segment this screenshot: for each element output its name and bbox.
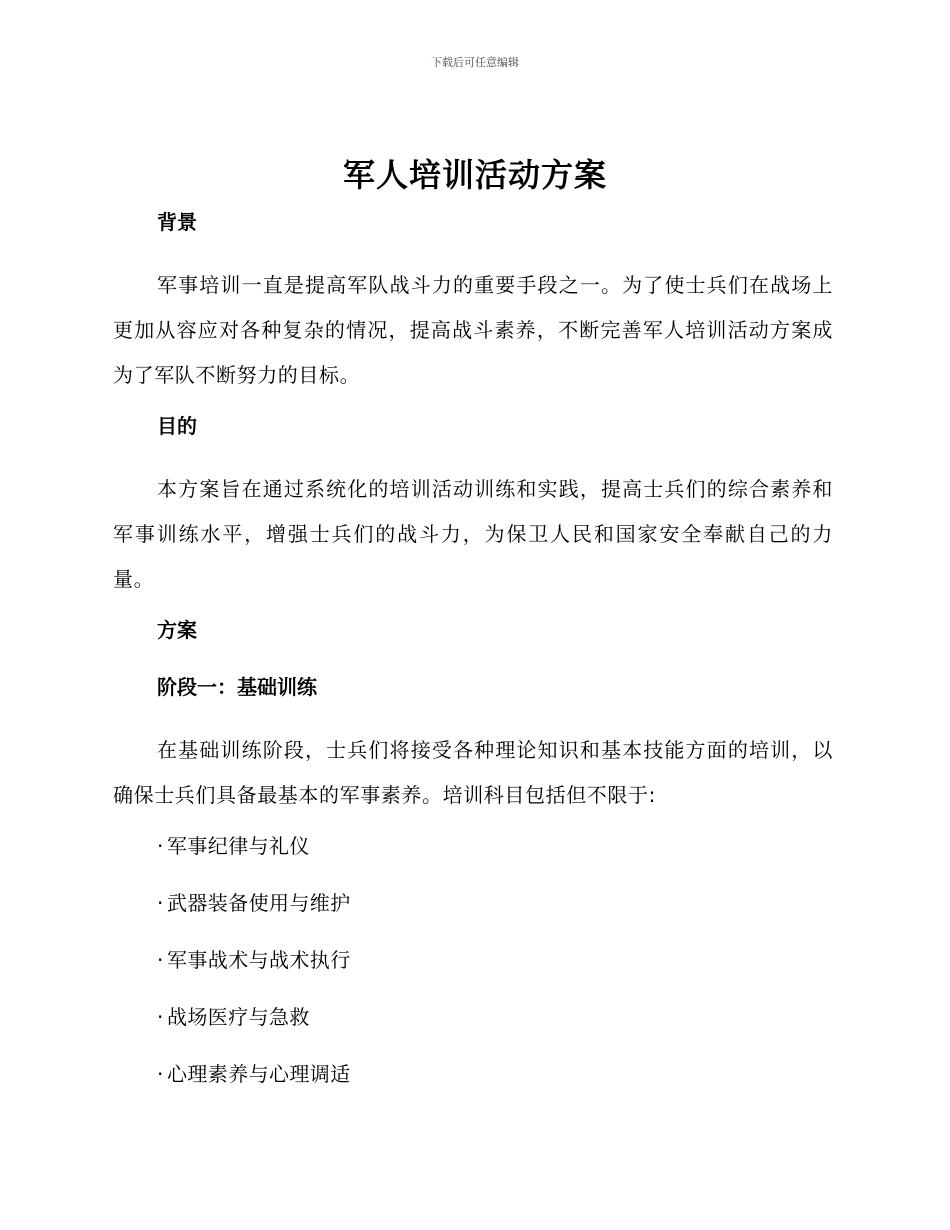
stage1-paragraph: 在基础训练阶段，士兵们将接受各种理论知识和基本技能方面的培训，以确保士兵们具备最基本的军事素养。培训科目包括但不限于: [113,738,833,807]
section-heading-background: 背景 [157,210,197,234]
background-paragraph: 军事培训一直是提高军队战斗力的重要手段之一。为了使士兵们在战场上更加从容应对各种复杂的情况，提高战斗素养，不断完善军人培训活动方案成为了军队不断努力的目标。 [113,273,833,387]
bullet-dot: · [157,1005,164,1029]
document-body [113,206,833,1115]
header-note: 下载后可任意编辑 [431,56,519,69]
bullet-dot: · [157,834,164,858]
list-item [113,944,833,976]
list-item-text: 心理素养与心理调适 [167,1062,351,1086]
list-item-text: 军事纪律与礼仪 [167,834,310,858]
bullet-dot: · [157,891,164,915]
list-item-text: 战场医疗与急救 [167,1005,310,1029]
purpose-paragraph: 本方案旨在通过系统化的培训活动训练和实践，提高士兵们的综合素养和军事训练水平，增强士兵们的战斗力，为保卫人民和国家安全奉献自己的力量。 [113,477,833,591]
section-heading-plan: 方案 [157,618,197,642]
list-item [113,1001,833,1033]
list-item [113,1058,833,1090]
bullet-dot: · [157,948,164,972]
bullet-dot: · [157,1062,164,1086]
section-heading-purpose: 目的 [157,414,197,438]
training-subject-list [113,830,833,1090]
list-item-text: 武器装备使用与维护 [167,891,351,915]
stage-heading-basic-training: 阶段一：基础训练 [157,675,317,699]
list-item-text: 军事战术与战术执行 [167,948,351,972]
list-item [113,830,833,862]
document-title: 军人培训活动方案 [342,156,607,194]
list-item [113,887,833,919]
